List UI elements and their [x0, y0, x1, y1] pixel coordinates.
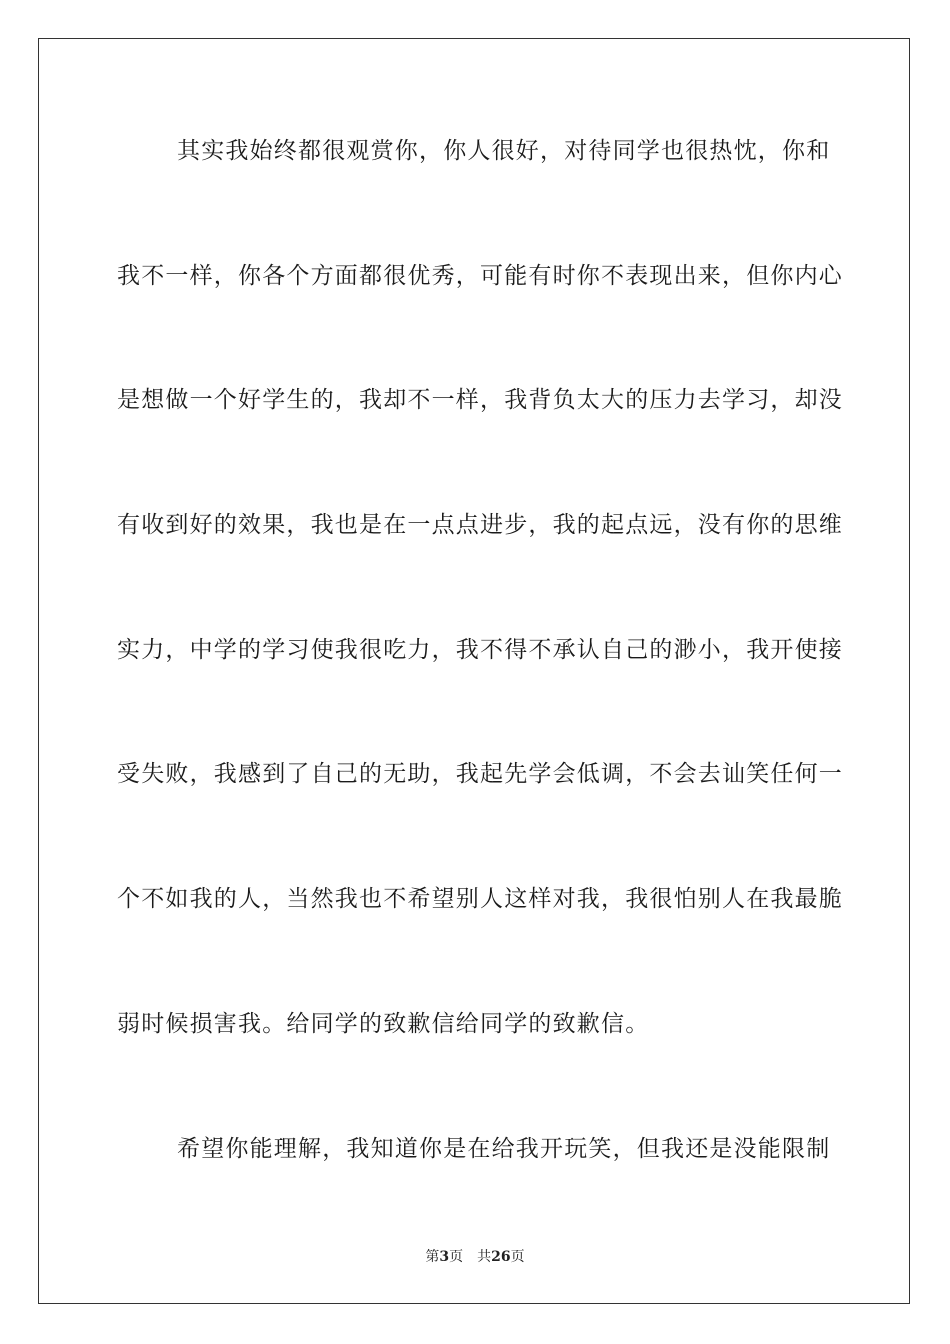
total-prefix: 共 — [477, 1249, 492, 1265]
paragraph-1-line-4: 有收到好的效果，我也是在一点点进步，我的起点远，没有你的思维 — [117, 512, 843, 539]
page-number: 3 — [439, 1249, 450, 1265]
page-suffix: 页 — [449, 1249, 464, 1265]
paragraph-1-line-1: 其实我始终都很观赏你，你人很好，对待同学也很热忱，你和 — [177, 138, 831, 164]
paragraph-1-line-7: 个不如我的人，当然我也不希望别人这样对我，我很怕别人在我最脆 — [117, 886, 843, 913]
paragraph-1-line-2: 我不一样，你各个方面都很优秀，可能有时你不表现出来，但你内心 — [117, 262, 843, 289]
total-pages: 26 — [491, 1249, 511, 1265]
paragraph-1-line-8: 弱时候损害我。给同学的致歉信给同学的致歉信。 — [117, 1010, 650, 1037]
document-body — [117, 127, 843, 1173]
paragraph-1-line-6: 受失败，我感到了自己的无助，我起先学会低调，不会去讪笑任何一 — [117, 761, 843, 788]
paragraph-1-line-5: 实力，中学的学习使我很吃力，我不得不承认自己的渺小，我开使接 — [117, 636, 843, 663]
page-prefix: 第 — [425, 1249, 440, 1265]
page-footer — [0, 1246, 950, 1266]
paragraph-2-line-1: 希望你能理解，我知道你是在给我开玩笑，但我还是没能限制 — [177, 1135, 831, 1162]
total-suffix: 页 — [510, 1249, 525, 1265]
paragraph-1-line-3: 是想做一个好学生的，我却不一样，我背负太大的压力去学习，却没 — [117, 387, 843, 414]
